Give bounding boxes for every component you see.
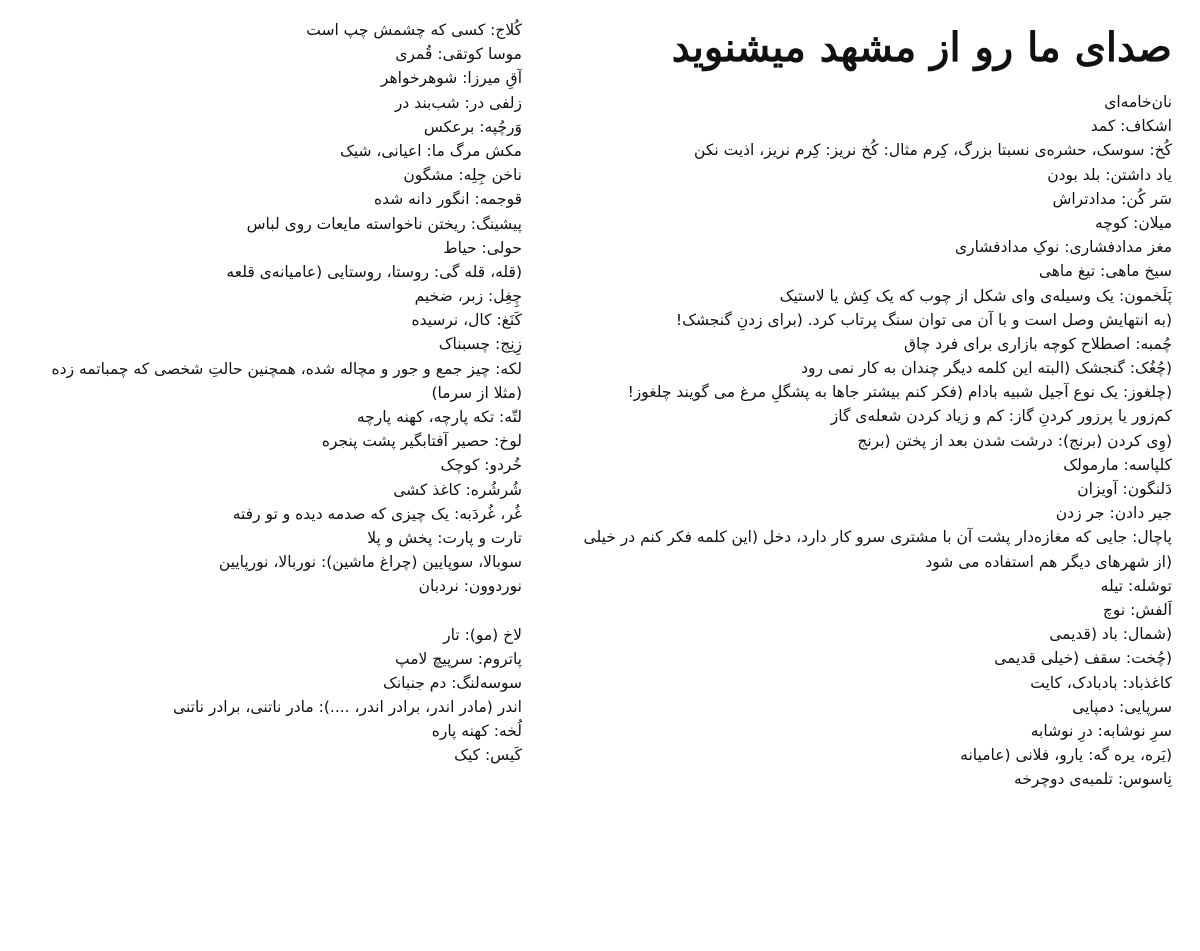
glossary-entry: کاغذباد: بادبادک، کایت [1030,673,1172,692]
glossary-entry: کَنَغ: کال، نرسیده [411,311,522,330]
glossary-entry: کلپاسه: مارمولک [1063,455,1172,474]
glossary-entry: جیر دادن: جر زدن [1055,504,1172,523]
glossary-entry: پَلَخمون: یک وسیله‌ی وای شکل از چوب که یک کِش یا لاستیک [779,286,1172,305]
glossary-entry: نان‌خامه‌ای [1104,93,1172,111]
glossary-entry: پیشینگ: ریختن ناخواسته مایعات روی لباس [246,214,522,233]
glossary-entry: (چُخت: سقف (خیلی قدیمی [994,649,1172,668]
glossary-entry: اندر (مادر اندر، برادر اندر، ....): مادر ناتنی، برادر ناتنی [173,698,522,717]
glossary-entry: لکه: چیز جمع و جور و مچاله شده، همچنین حالتِ شخصی که چمباتمه زده [51,359,522,378]
glossary-entry: لوخ: حصیر آفتابگیر پشت پنجره [321,432,522,451]
glossary-entry: (چُغُک: گنجشک (البته این کلمه دیگر چندان به کار نمی رود [801,359,1172,378]
glossary-entry: کم‌زور یا پرزور کردنِ گاز: کم و زیاد کردن شعله‌ی گاز [830,407,1172,426]
glossary-entry: لُخه: کهنه پاره [431,722,522,741]
glossary-entry: مغز مدادفشاری: نوکِ مدادفشاری [955,238,1172,257]
left-glossary-list [17,18,522,768]
glossary-entry: توشله: تیله [1100,576,1172,595]
right-column [582,0,1172,791]
glossary-entry: (شمال: باد (قدیمی [1049,625,1172,644]
glossary-entry: زِنِج: چسبناک [438,335,522,354]
left-column [17,0,522,768]
page-title: صدای ما رو از مشهد میشنوید [671,24,1172,71]
glossary-entry: سیخ ماهی: تیغ ماهی [1038,262,1172,281]
glossary-entry: حولی: حیاط [443,238,522,257]
glossary-entry: زلفی در: شب‌بند در [394,93,522,112]
glossary-entry: دَلنگون: آویزان [1077,480,1172,498]
glossary-entry: پاتروم: سرپیچ لامپ [395,649,522,668]
glossary-entry: (مثلا از سرما) [431,383,522,402]
right-glossary-list [582,90,1172,791]
glossary-entry: سوبالا، سوپایین (چراغ ماشین): نوربالا، نورپایین [218,553,522,572]
glossary-entry: خُردو: کوچک [440,456,522,475]
glossary-entry: شُرشُره: کاغذ کشی [393,480,522,499]
glossary-entry: (وِی کردن (برنج): درشت شدن بعد از پختن (برنج [857,431,1172,450]
glossary-entry: لتّه: تکه پارچه، کهنه پارچه [356,408,522,426]
glossary-entry: (از شهرهای دیگر هم استفاده می شود [925,552,1172,571]
glossary-entry: اشکاف: کمد [1090,117,1172,136]
glossary-entry: اَلفش: نوچ [1102,600,1172,619]
glossary-entry: (یَره، یره گه: یارو، فلانی (عامیانه [960,746,1172,765]
glossary-entry: قوجمه: انگور دانه شده [373,190,522,209]
glossary-entry: میلان: کوچه [1094,213,1172,232]
glossary-entry: مکش مرگ ما: اعیانی، شیک [339,141,522,160]
glossary-entry: سوسه‌لنگ: دم جنبانک [383,673,522,692]
glossary-entry: چِغِل: زبر، ضخیم [414,287,522,306]
glossary-entry: سرِ نوشابه: درِ نوشابه [1030,721,1172,740]
glossary-entry: (چلغوز: یک نوع آجیل شبیه بادام (فکر کنم بیشتر جاها به پشگلِ مرغ می گویند چلغوز! [627,383,1172,402]
glossary-entry: کَیس: کیک [454,746,522,765]
glossary-entry [17,599,522,623]
glossary-entry: تارت و پارت: پخش و پلا [367,528,522,547]
glossary-entry: سَر کُن: مدادتراش [1052,189,1172,208]
glossary-entry: نِاسوس: تلمبه‌ی دوچرخه [1014,770,1172,789]
glossary-entry: غُر، غُردَبه: یک چیزی که صدمه دیده و تو رفته [232,504,522,523]
glossary-entry: یاد داشتن: بلد بودن [1047,165,1172,184]
glossary-entry: (به انتهایش وصل است و با آن می توان سنگ پرتاب کرد. (برای زدنِ گنجشک! [675,310,1172,329]
glossary-entry: کُخ: سوسک، حشره‌ی نسبتا بزرگ، کِرم مثال: کُخ نریز: کِرم نریز، اذیت نکن [694,141,1172,160]
glossary-entry: موسا کوتقی: قُمری [395,45,522,64]
glossary-entry: نوردوون: نردبان [418,577,522,596]
glossary-entry: ناخن جِلِه: مشگون [403,166,522,185]
glossary-entry: (قله، قله گی: روستا، روستایی (عامیانه‌ی قلعه [226,262,522,281]
glossary-entry: لاخ (مو): تار [443,625,522,644]
glossary-entry: آقِ میرزا: شوهرخواهر [380,69,522,88]
glossary-entry: پاچال: جایی که مغازه‌دار پشت آن با مشتری سرو کار دارد، دخل (این کلمه فکر کنم در خیلی [583,528,1172,547]
glossary-entry: چُمبه: اصطلاح کوچه بازاری برای فرد چاق [904,334,1172,353]
glossary-entry: سرپایی: دمپایی [1072,697,1172,716]
glossary-entry: کُلاج: کسی که چشمش چپ است [306,21,522,39]
glossary-entry: وَرچُپه: برعکس [423,117,522,136]
